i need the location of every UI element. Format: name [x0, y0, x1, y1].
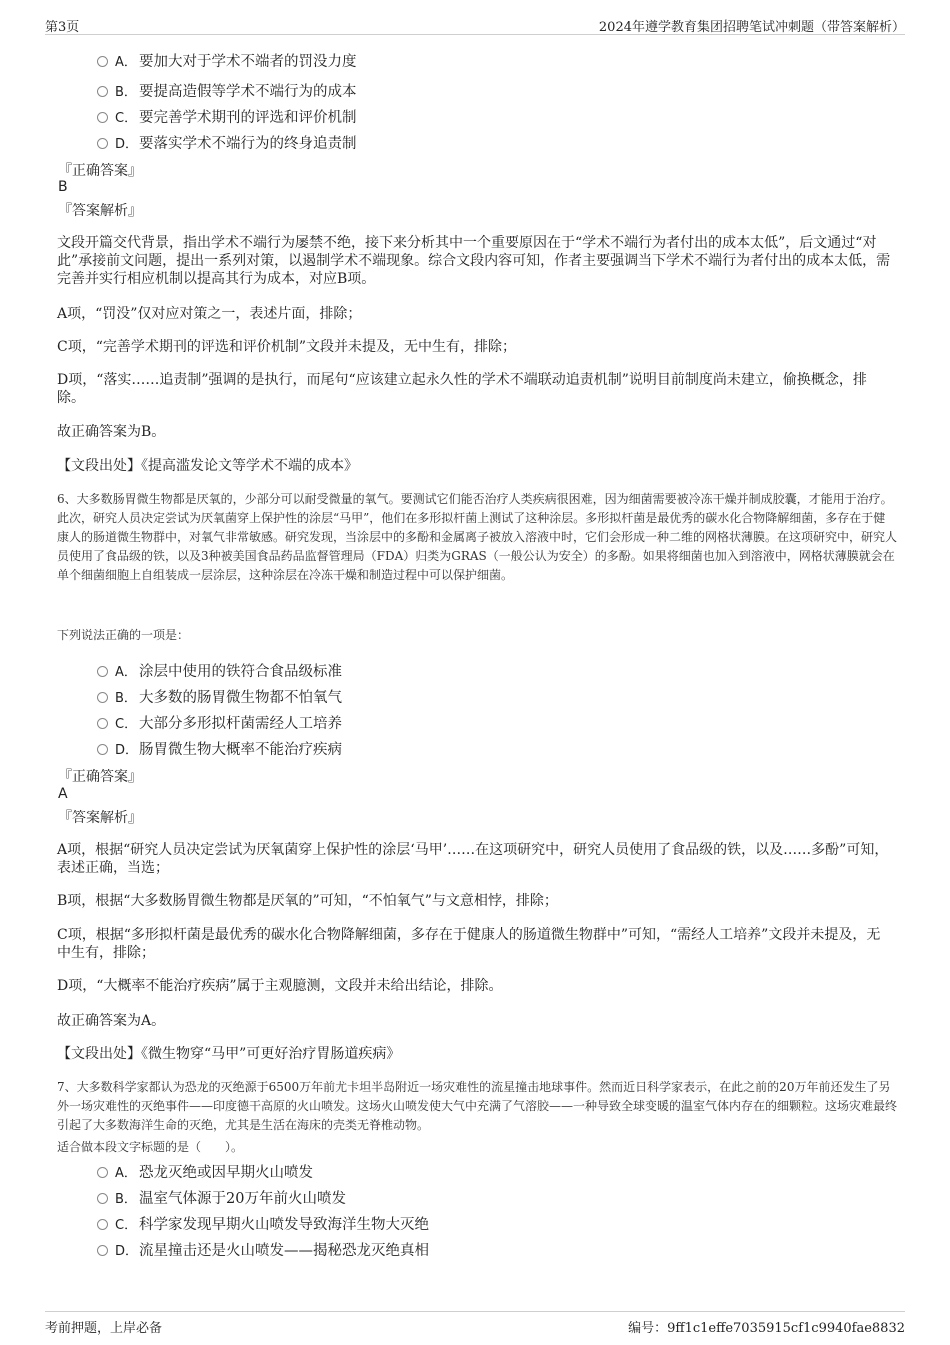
- radio-icon[interactable]: [97, 86, 108, 97]
- analysis-paragraph: D项，“落实……追责制”强调的是执行，而尾句“应该建立起永久性的学术不端联动追责机制”说明目前制度尚未建立，偷换概念，排除。: [57, 372, 867, 406]
- answer-label: 『正确答案』: [58, 769, 142, 785]
- q7-option-d[interactable]: D．流星撞击还是火山喷发——揭秘恐龙灭绝真相: [97, 1239, 429, 1260]
- radio-icon[interactable]: [97, 1193, 108, 1204]
- page-header: [45, 14, 905, 35]
- q7-option-b[interactable]: B． 温室气体源于20万年前火山喷发: [97, 1187, 346, 1208]
- analysis-conclusion: 故正确答案为A。: [57, 1013, 166, 1029]
- source-citation: 【文段出处】《微生物穿“马甲”可更好治疗胃肠道疾病》: [57, 1046, 401, 1062]
- analysis-paragraph: B项，根据“大多数肠胃微生物都是厌氧的”可知，“不怕氧气”与文意相悖，排除；: [57, 893, 558, 909]
- radio-icon[interactable]: [97, 1167, 108, 1178]
- q5-option-a[interactable]: A． 要加大对于学术不端者的罚没力度: [97, 50, 357, 71]
- q5-option-d[interactable]: D．要落实学术不端行为的终身追责制: [97, 132, 357, 153]
- analysis-conclusion: 故正确答案为B。: [57, 424, 166, 440]
- radio-icon[interactable]: [97, 718, 108, 729]
- analysis-label: 『答案解析』: [58, 203, 142, 219]
- q5-option-b[interactable]: B． 要提高造假等学术不端行为的成本: [97, 80, 357, 101]
- analysis-paragraph: C项，根据“多形拟杆菌是最优秀的碳水化合物降解细菌，多存在于健康人的肠道微生物群中”可知，“需经人工培养”文段并未提及，无中生有，排除；: [57, 927, 881, 961]
- document-title: 2024年遵学教育集团招聘笔试冲刺题（带答案解析）: [598, 20, 905, 35]
- q7-option-c[interactable]: C． 科学家发现早期火山喷发导致海洋生物大灭绝: [97, 1213, 429, 1234]
- analysis-paragraph: D项，“大概率不能治疗疾病”属于主观臆测，文段并未给出结论，排除。: [57, 978, 503, 994]
- q6-option-c[interactable]: C． 大部分多形拟杆菌需经人工培养: [97, 712, 342, 733]
- answer-value: B: [58, 179, 68, 195]
- analysis-label: 『答案解析』: [58, 810, 142, 826]
- radio-icon[interactable]: [97, 56, 108, 67]
- question-prompt: 下列说法正确的一项是：: [57, 628, 190, 642]
- q6-option-a[interactable]: A． 涂层中使用的铁符合食品级标准: [97, 660, 342, 681]
- analysis-paragraph: A项，“罚没”仅对应对策之一，表述片面，排除；: [57, 306, 362, 322]
- question-stem: 6、大多数肠胃微生物都是厌氧的，少部分可以耐受微量的氧气。要测试它们能否治疗人类疾病很困难，因为细菌需要被冷冻干燥并制成胶囊，才能用于治疗。此次，研究人员决定尝试为厌氧菌穿上保护性的涂层“马甲”，他们在多形拟杆菌上测试了这种涂层。多形拟杆菌是最优秀的碳水化合物降解细菌，多存在于健康人的肠道微生物群中，对氧气非常敏感。研究发现，当涂层中的多酚和金属离子被放入溶液中时，它们会形成一种二维的网格状薄膜。在这项研究中，研究人员使用了食品级的铁，以及3种被美国食品药品监督管理局（FDA）归类为GRAS（一般公认为安全）的多酚。如果将细菌也加入到溶液中，网格状薄膜就会在单个细菌细胞上自组装成一层涂层，这种涂层在冷冻干燥和制造过程中可以保护细菌。: [57, 492, 898, 582]
- answer-label: 『正确答案』: [58, 163, 142, 179]
- radio-icon[interactable]: [97, 112, 108, 123]
- document-id: 编号：9ff1c1effe7035915cf1c9940fae8832: [628, 1321, 905, 1336]
- q6-option-d[interactable]: D．肠胃微生物大概率不能治疗疾病: [97, 738, 342, 759]
- answer-value: A: [58, 786, 68, 802]
- source-citation: 【文段出处】《提高滥发论文等学术不端的成本》: [57, 458, 358, 474]
- radio-icon[interactable]: [97, 744, 108, 755]
- footer-slogan: 考前押题，上岸必备: [45, 1321, 163, 1336]
- radio-icon[interactable]: [97, 666, 108, 677]
- page-footer: [45, 1311, 905, 1336]
- radio-icon[interactable]: [97, 1219, 108, 1230]
- analysis-paragraph: C项，“完善学术期刊的评选和评价机制”文段并未提及，无中生有，排除；: [57, 339, 517, 355]
- radio-icon[interactable]: [97, 1245, 108, 1256]
- question-prompt: 适合做本段文字标题的是（ ）。: [57, 1140, 244, 1154]
- q5-option-c[interactable]: C． 要完善学术期刊的评选和评价机制: [97, 106, 357, 127]
- radio-icon[interactable]: [97, 138, 108, 149]
- page-number: 第3页: [45, 20, 80, 35]
- radio-icon[interactable]: [97, 692, 108, 703]
- analysis-paragraph: A项，根据“研究人员决定尝试为厌氧菌穿上保护性的涂层‘马甲’……在这项研究中，研究人员使用了食品级的铁，以及……多酚”可知，表述正确，当选；: [57, 842, 889, 876]
- q6-option-b[interactable]: B． 大多数的肠胃微生物都不怕氧气: [97, 686, 342, 707]
- analysis-paragraph: 文段开篇交代背景，指出学术不端行为屡禁不绝，接下来分析其中一个重要原因在于“学术不端行为者付出的成本太低”，后文通过“对此”承接前文问题，提出一系列对策，以遏制学术不端现象。综合文段内容可知，作者主要强调当下学术不端行为者付出的成本太低，需完善并实行相应机制以提高其行为成本，对应B项。: [57, 235, 891, 287]
- question-stem: 7、大多数科学家都认为恐龙的灭绝源于6500万年前尤卡坦半岛附近一场灾难性的流星撞击地球事件。然而近日科学家表示，在此之前的20万年前还发生了另外一场灾难性的灭绝事件——印度德干高原的火山喷发。这场火山喷发使大气中充满了气溶胶——一种导致全球变暖的温室气体内存在的细颗粒。这场灾难最终引起了大多数海洋生命的灭绝，尤其是生活在海床的壳类无脊椎动物。: [57, 1080, 898, 1132]
- q7-option-a[interactable]: A． 恐龙灭绝或因早期火山喷发: [97, 1161, 313, 1182]
